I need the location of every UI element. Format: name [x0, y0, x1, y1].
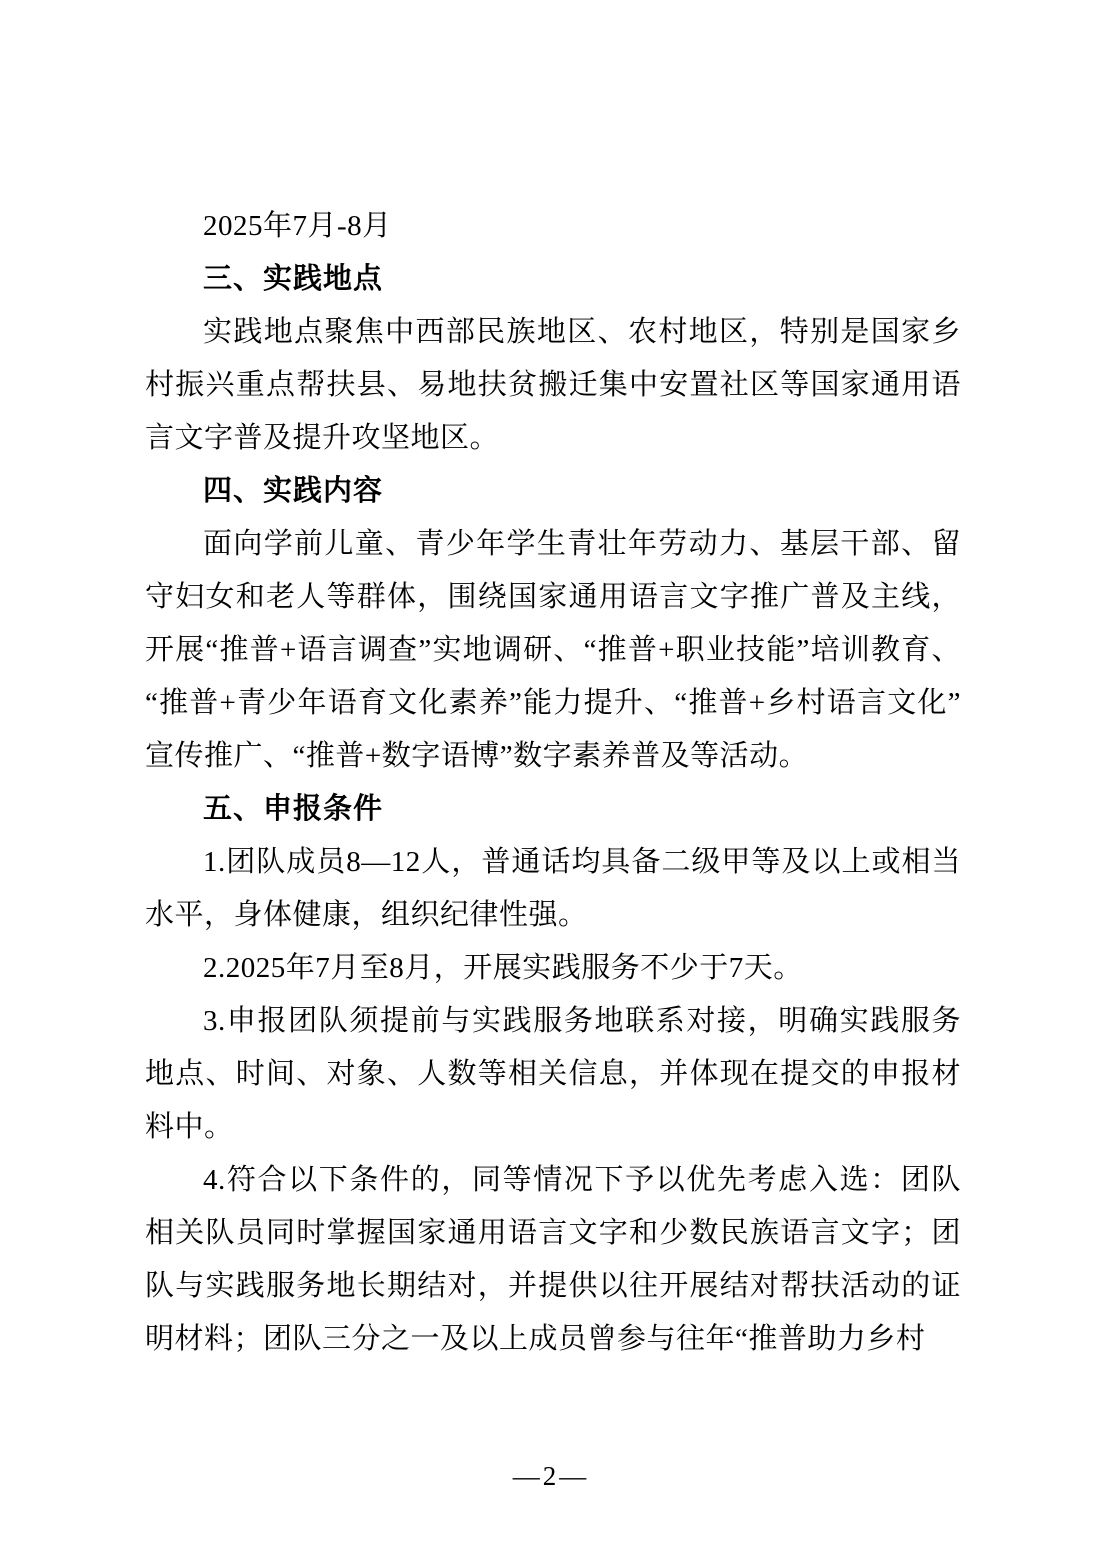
paragraph-condition-2: 2.2025年7月至8月，开展实践服务不少于7天。 [203, 952, 803, 984]
paragraph-schedule-dates: 2025年7月-8月 [203, 210, 392, 242]
page-number: —2— [512, 1461, 590, 1491]
document-body [145, 200, 961, 1366]
paragraph-practice-location: 实践地点聚焦中西部民族地区、农村地区，特别是国家乡村振兴重点帮扶县、易地扶贫搬迁集中安置社区等国家通用语言文字普及提升攻坚地区。 [145, 316, 961, 454]
paragraph-practice-content: 面向学前儿童、青少年学生青壮年劳动力、基层干部、留守妇女和老人等群体，围绕国家通用语言文字推广普及主线，开展“推普+语言调查”实地调研、“推普+职业技能”培训教育、“推普+青少年语育文化素养”能力提升、“推普+乡村语言文化”宣传推广、“推普+数字语博”数字素养普及等活动。 [145, 528, 961, 772]
paragraph-condition-3: 3.申报团队须提前与实践服务地联系对接，明确实践服务地点、时间、对象、人数等相关信息，并体现在提交的申报材料中。 [145, 1005, 961, 1143]
section-heading-application-conditions: 五、申报条件 [203, 793, 384, 825]
paragraph-condition-1: 1.团队成员8—12人，普通话均具备二级甲等及以上或相当水平，身体健康，组织纪律性强。 [145, 846, 961, 931]
section-heading-practice-content: 四、实践内容 [203, 475, 384, 507]
paragraph-condition-4: 4.符合以下条件的，同等情况下予以优先考虑入选：团队相关队员同时掌握国家通用语言文字和少数民族语言文字；团队与实践服务地长期结对，并提供以往开展结对帮扶活动的证明材料；团队三分之一及以上成员曾参与往年“推普助力乡村 [145, 1164, 961, 1355]
section-heading-practice-location: 三、实践地点 [203, 263, 384, 295]
